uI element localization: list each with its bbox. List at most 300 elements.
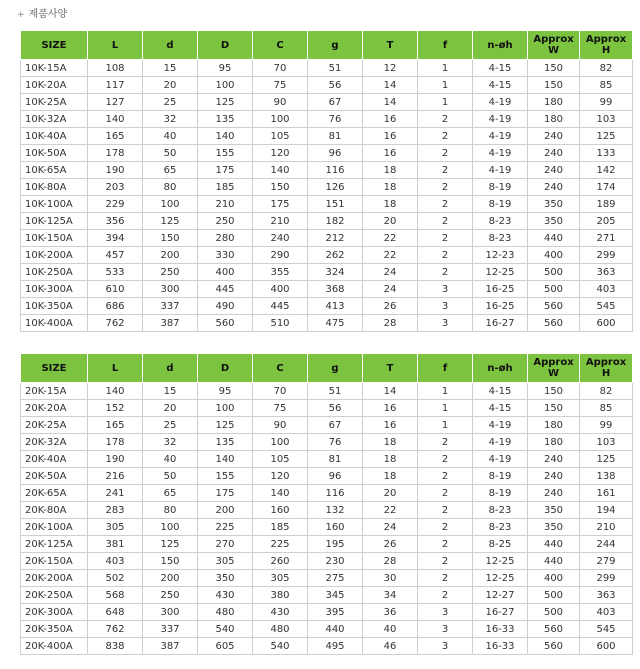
cell-n-oh: 16-25 bbox=[473, 298, 528, 315]
cell-l: 216 bbox=[88, 468, 143, 485]
cell-size: 20K-150A bbox=[21, 553, 88, 570]
cell-approx-h: 545 bbox=[580, 298, 633, 315]
cell-approx-h: 142 bbox=[580, 162, 633, 179]
cell-approx-w: 560 bbox=[528, 621, 580, 638]
cell-approx-w: 150 bbox=[528, 400, 580, 417]
cell-d-large: 280 bbox=[198, 230, 253, 247]
column-header-l: L bbox=[88, 354, 143, 383]
cell-n-oh: 8-23 bbox=[473, 519, 528, 536]
table-row bbox=[21, 94, 633, 111]
cell-t: 14 bbox=[363, 94, 418, 111]
cell-d-large: 210 bbox=[198, 196, 253, 213]
cell-d-large: 155 bbox=[198, 468, 253, 485]
cell-l: 203 bbox=[88, 179, 143, 196]
cell-t: 18 bbox=[363, 179, 418, 196]
cell-c: 105 bbox=[253, 128, 308, 145]
cell-n-oh: 12-25 bbox=[473, 553, 528, 570]
cell-n-oh: 12-23 bbox=[473, 247, 528, 264]
cell-g: 116 bbox=[308, 485, 363, 502]
cell-g: 324 bbox=[308, 264, 363, 281]
cell-g: 56 bbox=[308, 77, 363, 94]
cell-g: 262 bbox=[308, 247, 363, 264]
cell-g: 440 bbox=[308, 621, 363, 638]
cell-n-oh: 16-33 bbox=[473, 621, 528, 638]
cell-f: 2 bbox=[418, 145, 473, 162]
cell-size: 10K-32A bbox=[21, 111, 88, 128]
cell-t: 28 bbox=[363, 553, 418, 570]
cell-d-small: 32 bbox=[143, 434, 198, 451]
cell-f: 1 bbox=[418, 60, 473, 77]
cell-n-oh: 8-19 bbox=[473, 485, 528, 502]
cell-f: 2 bbox=[418, 179, 473, 196]
cell-approx-h: 85 bbox=[580, 400, 633, 417]
cell-approx-w: 560 bbox=[528, 638, 580, 655]
cell-size: 20K-300A bbox=[21, 604, 88, 621]
cell-approx-w: 150 bbox=[528, 383, 580, 400]
table-row bbox=[21, 468, 633, 485]
cell-size: 20K-125A bbox=[21, 536, 88, 553]
cell-approx-h: 125 bbox=[580, 451, 633, 468]
cell-approx-h: 103 bbox=[580, 434, 633, 451]
cell-approx-w: 350 bbox=[528, 502, 580, 519]
cell-g: 195 bbox=[308, 536, 363, 553]
cell-n-oh: 16-27 bbox=[473, 604, 528, 621]
cell-f: 2 bbox=[418, 587, 473, 604]
cell-l: 165 bbox=[88, 417, 143, 434]
cell-d-large: 140 bbox=[198, 451, 253, 468]
cell-d-large: 270 bbox=[198, 536, 253, 553]
cell-l: 533 bbox=[88, 264, 143, 281]
cell-d-small: 200 bbox=[143, 247, 198, 264]
cell-t: 30 bbox=[363, 570, 418, 587]
cell-t: 12 bbox=[363, 60, 418, 77]
cell-approx-w: 240 bbox=[528, 485, 580, 502]
cell-f: 1 bbox=[418, 400, 473, 417]
cell-f: 3 bbox=[418, 604, 473, 621]
cell-t: 40 bbox=[363, 621, 418, 638]
cell-l: 610 bbox=[88, 281, 143, 298]
cell-n-oh: 4-19 bbox=[473, 451, 528, 468]
cell-approx-h: 299 bbox=[580, 570, 633, 587]
cell-f: 2 bbox=[418, 230, 473, 247]
cell-d-large: 175 bbox=[198, 485, 253, 502]
cell-approx-w: 350 bbox=[528, 196, 580, 213]
cell-d-small: 125 bbox=[143, 213, 198, 230]
cell-approx-h: 600 bbox=[580, 315, 633, 332]
cell-size: 10K-20A bbox=[21, 77, 88, 94]
cell-d-large: 540 bbox=[198, 621, 253, 638]
cell-d-small: 337 bbox=[143, 621, 198, 638]
cell-g: 116 bbox=[308, 162, 363, 179]
cell-approx-w: 500 bbox=[528, 264, 580, 281]
column-header-n-oh: n-øh bbox=[473, 354, 528, 383]
cell-approx-h: 133 bbox=[580, 145, 633, 162]
cell-approx-w: 400 bbox=[528, 247, 580, 264]
cell-d-large: 185 bbox=[198, 179, 253, 196]
cell-d-large: 200 bbox=[198, 502, 253, 519]
column-header-t: T bbox=[363, 31, 418, 60]
cell-f: 2 bbox=[418, 502, 473, 519]
cell-d-large: 330 bbox=[198, 247, 253, 264]
cell-f: 2 bbox=[418, 128, 473, 145]
cell-d-small: 125 bbox=[143, 536, 198, 553]
cell-d-large: 480 bbox=[198, 604, 253, 621]
cell-size: 20K-25A bbox=[21, 417, 88, 434]
cell-d-large: 430 bbox=[198, 587, 253, 604]
table-row bbox=[21, 298, 633, 315]
cell-l: 229 bbox=[88, 196, 143, 213]
cell-g: 230 bbox=[308, 553, 363, 570]
cell-g: 67 bbox=[308, 94, 363, 111]
cell-c: 260 bbox=[253, 553, 308, 570]
cell-f: 3 bbox=[418, 315, 473, 332]
cell-f: 2 bbox=[418, 553, 473, 570]
cell-l: 394 bbox=[88, 230, 143, 247]
cell-approx-w: 560 bbox=[528, 315, 580, 332]
cell-c: 90 bbox=[253, 94, 308, 111]
cell-approx-w: 440 bbox=[528, 536, 580, 553]
cell-approx-w: 240 bbox=[528, 468, 580, 485]
column-header-c: C bbox=[253, 354, 308, 383]
cell-size: 20K-200A bbox=[21, 570, 88, 587]
cell-t: 14 bbox=[363, 383, 418, 400]
cell-size: 20K-40A bbox=[21, 451, 88, 468]
cell-approx-h: 299 bbox=[580, 247, 633, 264]
cell-f: 2 bbox=[418, 264, 473, 281]
cell-f: 3 bbox=[418, 298, 473, 315]
cell-l: 165 bbox=[88, 128, 143, 145]
cell-c: 445 bbox=[253, 298, 308, 315]
cell-t: 22 bbox=[363, 230, 418, 247]
cell-t: 18 bbox=[363, 162, 418, 179]
table-row bbox=[21, 451, 633, 468]
cell-approx-w: 500 bbox=[528, 281, 580, 298]
cell-g: 51 bbox=[308, 383, 363, 400]
cell-l: 127 bbox=[88, 94, 143, 111]
cell-l: 241 bbox=[88, 485, 143, 502]
cell-l: 648 bbox=[88, 604, 143, 621]
cell-g: 475 bbox=[308, 315, 363, 332]
cell-d-small: 80 bbox=[143, 179, 198, 196]
cell-size: 10K-400A bbox=[21, 315, 88, 332]
cell-size: 10K-25A bbox=[21, 94, 88, 111]
cell-n-oh: 4-15 bbox=[473, 60, 528, 77]
cell-n-oh: 4-19 bbox=[473, 145, 528, 162]
cell-l: 838 bbox=[88, 638, 143, 655]
cell-d-large: 250 bbox=[198, 213, 253, 230]
table-row bbox=[21, 570, 633, 587]
cell-approx-w: 180 bbox=[528, 417, 580, 434]
bullet-icon: + bbox=[17, 10, 25, 20]
cell-n-oh: 8-23 bbox=[473, 502, 528, 519]
cell-g: 160 bbox=[308, 519, 363, 536]
cell-d-small: 200 bbox=[143, 570, 198, 587]
cell-g: 345 bbox=[308, 587, 363, 604]
cell-n-oh: 4-19 bbox=[473, 94, 528, 111]
cell-d-large: 155 bbox=[198, 145, 253, 162]
cell-f: 2 bbox=[418, 111, 473, 128]
cell-d-small: 65 bbox=[143, 485, 198, 502]
cell-d-large: 135 bbox=[198, 434, 253, 451]
cell-approx-h: 103 bbox=[580, 111, 633, 128]
table-row bbox=[21, 247, 633, 264]
cell-f: 2 bbox=[418, 468, 473, 485]
column-header-approx-h: Approx H bbox=[580, 354, 633, 383]
cell-f: 2 bbox=[418, 196, 473, 213]
cell-d-small: 40 bbox=[143, 451, 198, 468]
column-header-c: C bbox=[253, 31, 308, 60]
cell-n-oh: 16-33 bbox=[473, 638, 528, 655]
cell-g: 76 bbox=[308, 434, 363, 451]
table-row bbox=[21, 145, 633, 162]
cell-l: 108 bbox=[88, 60, 143, 77]
column-header-approx-h: Approx H bbox=[580, 31, 633, 60]
cell-c: 160 bbox=[253, 502, 308, 519]
cell-g: 96 bbox=[308, 468, 363, 485]
cell-n-oh: 4-19 bbox=[473, 128, 528, 145]
cell-n-oh: 16-25 bbox=[473, 281, 528, 298]
table-row bbox=[21, 434, 633, 451]
cell-d-large: 225 bbox=[198, 519, 253, 536]
cell-n-oh: 4-19 bbox=[473, 417, 528, 434]
cell-f: 3 bbox=[418, 281, 473, 298]
cell-size: 20K-20A bbox=[21, 400, 88, 417]
cell-f: 1 bbox=[418, 417, 473, 434]
cell-n-oh: 8-23 bbox=[473, 213, 528, 230]
cell-size: 20K-80A bbox=[21, 502, 88, 519]
table-row bbox=[21, 128, 633, 145]
cell-l: 762 bbox=[88, 315, 143, 332]
cell-f: 1 bbox=[418, 94, 473, 111]
cell-d-small: 250 bbox=[143, 264, 198, 281]
cell-c: 480 bbox=[253, 621, 308, 638]
cell-approx-w: 350 bbox=[528, 519, 580, 536]
cell-approx-h: 210 bbox=[580, 519, 633, 536]
cell-approx-h: 99 bbox=[580, 417, 633, 434]
cell-t: 26 bbox=[363, 536, 418, 553]
cell-d-small: 80 bbox=[143, 502, 198, 519]
cell-t: 20 bbox=[363, 213, 418, 230]
table-row bbox=[21, 213, 633, 230]
cell-d-large: 125 bbox=[198, 94, 253, 111]
cell-d-small: 25 bbox=[143, 417, 198, 434]
section-title: 제품사양 bbox=[28, 9, 68, 20]
cell-approx-w: 400 bbox=[528, 570, 580, 587]
cell-f: 2 bbox=[418, 162, 473, 179]
column-header-size: SIZE bbox=[21, 354, 88, 383]
cell-d-large: 350 bbox=[198, 570, 253, 587]
cell-g: 413 bbox=[308, 298, 363, 315]
cell-approx-w: 240 bbox=[528, 179, 580, 196]
cell-t: 18 bbox=[363, 434, 418, 451]
table-row bbox=[21, 621, 633, 638]
cell-d-small: 337 bbox=[143, 298, 198, 315]
cell-d-large: 135 bbox=[198, 111, 253, 128]
cell-approx-h: 403 bbox=[580, 281, 633, 298]
cell-n-oh: 16-27 bbox=[473, 315, 528, 332]
cell-t: 14 bbox=[363, 77, 418, 94]
cell-size: 10K-300A bbox=[21, 281, 88, 298]
cell-d-small: 32 bbox=[143, 111, 198, 128]
cell-l: 140 bbox=[88, 111, 143, 128]
cell-c: 140 bbox=[253, 162, 308, 179]
cell-c: 100 bbox=[253, 434, 308, 451]
table-row bbox=[21, 264, 633, 281]
table-row bbox=[21, 111, 633, 128]
cell-approx-w: 180 bbox=[528, 434, 580, 451]
cell-l: 403 bbox=[88, 553, 143, 570]
column-header-f: f bbox=[418, 354, 473, 383]
table-row bbox=[21, 604, 633, 621]
cell-f: 1 bbox=[418, 383, 473, 400]
cell-c: 210 bbox=[253, 213, 308, 230]
cell-c: 290 bbox=[253, 247, 308, 264]
cell-l: 283 bbox=[88, 502, 143, 519]
cell-c: 225 bbox=[253, 536, 308, 553]
table-row bbox=[21, 485, 633, 502]
cell-t: 16 bbox=[363, 111, 418, 128]
cell-f: 1 bbox=[418, 77, 473, 94]
cell-f: 2 bbox=[418, 213, 473, 230]
table-row bbox=[21, 230, 633, 247]
cell-c: 150 bbox=[253, 179, 308, 196]
cell-approx-w: 440 bbox=[528, 230, 580, 247]
cell-approx-h: 363 bbox=[580, 587, 633, 604]
cell-d-small: 15 bbox=[143, 60, 198, 77]
cell-l: 457 bbox=[88, 247, 143, 264]
cell-d-small: 100 bbox=[143, 196, 198, 213]
cell-c: 380 bbox=[253, 587, 308, 604]
cell-c: 400 bbox=[253, 281, 308, 298]
cell-approx-w: 240 bbox=[528, 451, 580, 468]
cell-t: 16 bbox=[363, 128, 418, 145]
cell-d-large: 560 bbox=[198, 315, 253, 332]
table-row bbox=[21, 638, 633, 655]
cell-n-oh: 8-23 bbox=[473, 230, 528, 247]
cell-c: 305 bbox=[253, 570, 308, 587]
cell-approx-h: 403 bbox=[580, 604, 633, 621]
cell-l: 356 bbox=[88, 213, 143, 230]
cell-c: 185 bbox=[253, 519, 308, 536]
cell-approx-h: 82 bbox=[580, 383, 633, 400]
cell-g: 182 bbox=[308, 213, 363, 230]
cell-c: 120 bbox=[253, 145, 308, 162]
cell-d-small: 40 bbox=[143, 128, 198, 145]
cell-approx-h: 205 bbox=[580, 213, 633, 230]
cell-l: 502 bbox=[88, 570, 143, 587]
cell-approx-w: 240 bbox=[528, 162, 580, 179]
cell-d-large: 95 bbox=[198, 60, 253, 77]
cell-approx-h: 99 bbox=[580, 94, 633, 111]
table-row bbox=[21, 587, 633, 604]
column-header-g: g bbox=[308, 354, 363, 383]
column-header-l: L bbox=[88, 31, 143, 60]
table-row bbox=[21, 77, 633, 94]
cell-g: 81 bbox=[308, 451, 363, 468]
cell-t: 24 bbox=[363, 264, 418, 281]
cell-size: 20K-15A bbox=[21, 383, 88, 400]
header-row bbox=[21, 31, 633, 60]
cell-n-oh: 4-15 bbox=[473, 400, 528, 417]
cell-d-large: 305 bbox=[198, 553, 253, 570]
table-row bbox=[21, 400, 633, 417]
cell-size: 20K-250A bbox=[21, 587, 88, 604]
cell-n-oh: 4-19 bbox=[473, 434, 528, 451]
cell-c: 105 bbox=[253, 451, 308, 468]
cell-g: 212 bbox=[308, 230, 363, 247]
cell-c: 100 bbox=[253, 111, 308, 128]
cell-approx-h: 545 bbox=[580, 621, 633, 638]
cell-size: 10K-80A bbox=[21, 179, 88, 196]
cell-d-small: 150 bbox=[143, 230, 198, 247]
cell-size: 10K-250A bbox=[21, 264, 88, 281]
cell-approx-w: 440 bbox=[528, 553, 580, 570]
cell-n-oh: 4-19 bbox=[473, 162, 528, 179]
cell-size: 20K-350A bbox=[21, 621, 88, 638]
cell-n-oh: 8-19 bbox=[473, 179, 528, 196]
column-header-g: g bbox=[308, 31, 363, 60]
cell-g: 81 bbox=[308, 128, 363, 145]
cell-g: 126 bbox=[308, 179, 363, 196]
cell-f: 2 bbox=[418, 247, 473, 264]
column-header-approx-w: Approx W bbox=[528, 31, 580, 60]
cell-l: 305 bbox=[88, 519, 143, 536]
cell-l: 190 bbox=[88, 451, 143, 468]
column-header-n-oh: n-øh bbox=[473, 31, 528, 60]
cell-d-small: 100 bbox=[143, 519, 198, 536]
cell-g: 67 bbox=[308, 417, 363, 434]
cell-t: 28 bbox=[363, 315, 418, 332]
cell-n-oh: 12-27 bbox=[473, 587, 528, 604]
cell-size: 10K-200A bbox=[21, 247, 88, 264]
cell-d-small: 387 bbox=[143, 638, 198, 655]
cell-d-large: 140 bbox=[198, 128, 253, 145]
cell-size: 20K-400A bbox=[21, 638, 88, 655]
cell-g: 56 bbox=[308, 400, 363, 417]
column-header-t: T bbox=[363, 354, 418, 383]
cell-size: 10K-100A bbox=[21, 196, 88, 213]
cell-approx-h: 244 bbox=[580, 536, 633, 553]
cell-t: 16 bbox=[363, 400, 418, 417]
cell-approx-w: 240 bbox=[528, 145, 580, 162]
table-row bbox=[21, 502, 633, 519]
cell-approx-w: 150 bbox=[528, 60, 580, 77]
cell-d-small: 65 bbox=[143, 162, 198, 179]
cell-t: 22 bbox=[363, 247, 418, 264]
cell-approx-h: 138 bbox=[580, 468, 633, 485]
cell-l: 762 bbox=[88, 621, 143, 638]
cell-f: 2 bbox=[418, 485, 473, 502]
cell-c: 75 bbox=[253, 400, 308, 417]
cell-size: 20K-100A bbox=[21, 519, 88, 536]
cell-d-small: 387 bbox=[143, 315, 198, 332]
cell-c: 240 bbox=[253, 230, 308, 247]
cell-d-small: 15 bbox=[143, 383, 198, 400]
cell-t: 24 bbox=[363, 519, 418, 536]
cell-d-large: 125 bbox=[198, 417, 253, 434]
cell-approx-h: 82 bbox=[580, 60, 633, 77]
column-header-f: f bbox=[418, 31, 473, 60]
table-row bbox=[21, 417, 633, 434]
cell-d-small: 50 bbox=[143, 468, 198, 485]
cell-t: 34 bbox=[363, 587, 418, 604]
cell-approx-h: 174 bbox=[580, 179, 633, 196]
cell-approx-w: 240 bbox=[528, 128, 580, 145]
cell-d-large: 100 bbox=[198, 77, 253, 94]
column-header-d-large: D bbox=[198, 354, 253, 383]
section-heading bbox=[17, 5, 67, 20]
cell-n-oh: 12-25 bbox=[473, 570, 528, 587]
